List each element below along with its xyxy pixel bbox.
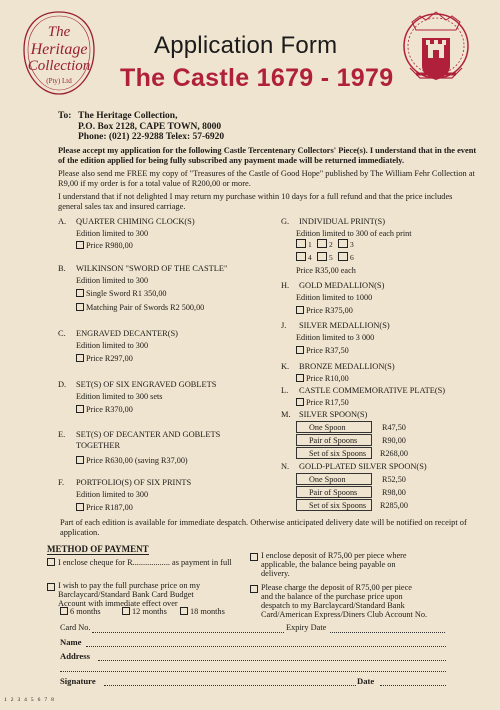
item-key: F. xyxy=(58,478,65,487)
card-number-label: Card No. xyxy=(60,623,91,632)
silver-pair-spoons-label: Pair of Spoons xyxy=(309,436,358,445)
address-field-1[interactable] xyxy=(98,660,446,661)
item-key: J. xyxy=(281,321,287,330)
item-d-edition: Edition limited to 300 sets xyxy=(76,392,163,401)
logo-line-3: Collection xyxy=(27,58,91,74)
item-j-edition: Edition limited to 3 000 xyxy=(296,333,375,342)
item-title: CASTLE COMMEMORATIVE PLATE(S) xyxy=(299,386,446,395)
item-f-price: Price R187,00 xyxy=(86,503,133,512)
eighteen-months-label: 18 months xyxy=(190,607,225,616)
item-f-edition: Edition limited to 300 xyxy=(76,490,149,499)
refund-paragraph: I understand that if not delighted I may return my purchase within 10 days for a full refund and that the price includes general sales tax and insured carriage. xyxy=(58,192,453,211)
signature-label: Signature xyxy=(60,676,96,686)
to-label: To: xyxy=(58,111,72,121)
expiry-date-label: Expiry Date xyxy=(286,623,327,632)
item-key: D. xyxy=(58,380,67,389)
page-footer-numbers: 1 2 3 4 5 6 7 8 xyxy=(4,697,56,703)
charge-line-2: and the balance of the purchase price upon xyxy=(261,592,403,601)
budget-line-2: Barclaycard/Standard Bank Card Budget xyxy=(58,590,194,599)
print-number: 6 xyxy=(350,253,354,262)
logo-line-4: (Pty) Ltd xyxy=(46,77,72,85)
twelve-months-label: 12 months xyxy=(132,607,167,616)
date-label: Date xyxy=(357,676,375,686)
item-a-heading xyxy=(58,217,195,226)
item-key: B. xyxy=(58,264,66,273)
address-field-2[interactable] xyxy=(60,671,446,672)
item-h-checkbox[interactable] xyxy=(296,306,304,314)
castle-crest-icon xyxy=(400,8,472,88)
item-title: SET(S) OF DECANTER AND GOBLETS xyxy=(76,430,221,439)
item-c-price: Price R297,00 xyxy=(86,354,133,363)
gold-six-spoons-label: Set of six Spoons xyxy=(309,501,367,510)
address-line: Phone: (021) 22-9288 Telex: 57-6920 xyxy=(78,132,225,142)
print-number: 1 xyxy=(308,240,312,249)
cheque-checkbox[interactable] xyxy=(47,558,55,566)
item-b-pair-checkbox[interactable] xyxy=(76,303,84,311)
charge-line-1: Please charge the deposit of R75,00 per piece xyxy=(261,583,412,592)
acceptance-paragraph: Please accept my application for the following Castle Tercentenary Collectors' Piece(s). I understand that in the event of the edition applied for being fully subscribed any payment made will be returned immediately. xyxy=(58,146,477,165)
method-of-payment-heading xyxy=(47,544,149,554)
print-number: 5 xyxy=(329,253,333,262)
print-5-checkbox[interactable] xyxy=(317,252,327,261)
item-title: ENGRAVED DECANTER(S) xyxy=(76,329,178,338)
item-e-heading-2: TOGETHER xyxy=(76,441,121,450)
item-title: BRONZE MEDALLION(S) xyxy=(299,362,395,371)
silver-one-spoon-price: R47,50 xyxy=(382,423,406,432)
six-months-checkbox[interactable] xyxy=(60,607,68,615)
item-c-checkbox[interactable] xyxy=(76,354,84,362)
gold-one-spoon-price: R52,50 xyxy=(382,475,406,484)
item-b-edition: Edition limited to 300 xyxy=(76,276,149,285)
item-b-pair-label: Matching Pair of Swords R2 500,00 xyxy=(86,303,205,312)
expiry-date-field[interactable] xyxy=(330,632,445,633)
gold-pair-spoons-label: Pair of Spoons xyxy=(309,488,358,497)
item-b-heading xyxy=(58,264,227,273)
deposit-checkbox[interactable] xyxy=(250,553,258,561)
item-key: M. xyxy=(281,410,291,419)
item-d-checkbox[interactable] xyxy=(76,405,84,413)
item-d-heading xyxy=(58,380,216,389)
date-field[interactable] xyxy=(380,685,446,686)
item-b-single-checkbox[interactable] xyxy=(76,289,84,297)
item-k-price: Price R10,00 xyxy=(306,374,349,383)
address-line: The Heritage Collection, xyxy=(78,111,178,121)
item-title: QUARTER CHIMING CLOCK(S) xyxy=(76,217,195,226)
item-title: INDIVIDUAL PRINT(S) xyxy=(299,217,385,226)
print-number: 3 xyxy=(350,240,354,249)
print-2-checkbox[interactable] xyxy=(317,239,327,248)
charge-checkbox[interactable] xyxy=(250,585,258,593)
item-title: GOLD-PLATED SILVER SPOON(S) xyxy=(299,462,427,471)
print-1-checkbox[interactable] xyxy=(296,239,306,248)
logo-line-1: The xyxy=(47,24,71,40)
item-k-heading xyxy=(281,362,395,371)
deposit-line-2: applicable, the balance being payable on xyxy=(261,560,396,569)
silver-six-spoons-label: Set of six Spoons xyxy=(309,449,367,458)
budget-line-1: I wish to pay the full purchase price on my xyxy=(58,581,201,590)
item-key: G. xyxy=(281,217,290,226)
item-e-checkbox[interactable] xyxy=(76,456,84,464)
print-number: 2 xyxy=(329,240,333,249)
signature-field[interactable] xyxy=(104,685,356,686)
delivery-note: Part of each edition is available for immediate despatch. Otherwise anticipated delivery date will be notified on receipt of application. xyxy=(60,518,467,537)
address-line: P.O. Box 2128, CAPE TOWN, 8000 xyxy=(78,121,222,132)
item-m-heading xyxy=(281,410,367,419)
item-title: SILVER SPOON(S) xyxy=(299,410,368,419)
item-g-edition: Edition limited to 300 of each print xyxy=(296,229,412,238)
print-3-checkbox[interactable] xyxy=(338,239,348,248)
item-n-heading xyxy=(281,462,427,471)
page-subtitle: The Castle 1679 - 1979 xyxy=(120,64,394,92)
gold-six-spoons-price: R285,00 xyxy=(380,501,408,510)
item-key: H. xyxy=(281,281,290,290)
eighteen-months-checkbox[interactable] xyxy=(180,607,188,615)
item-a-checkbox[interactable] xyxy=(76,241,84,249)
item-key: C. xyxy=(58,329,66,338)
item-g-heading xyxy=(281,217,385,226)
item-j-checkbox[interactable] xyxy=(296,346,304,354)
item-k-checkbox[interactable] xyxy=(296,374,304,382)
charge-line-3: despatch to my Barclaycard/Standard Bank xyxy=(261,601,405,610)
item-key: E. xyxy=(58,430,66,439)
method-title-text: METHOD OF PAYMENT xyxy=(47,544,149,554)
item-f-checkbox[interactable] xyxy=(76,503,84,511)
item-e-heading xyxy=(58,430,220,439)
item-key: A. xyxy=(58,217,67,226)
budget-checkbox[interactable] xyxy=(47,583,55,591)
cheque-label: I enclose cheque for R.................. as payment in full xyxy=(58,558,232,567)
free-book-paragraph: Please also send me FREE my copy of "Treasures of the Castle of Good Hope" published by The William Fehr Collection at R9,00 if my order is for a total value of R200,00 or more. xyxy=(58,169,475,188)
item-title: GOLD MEDALLION(S) xyxy=(299,281,385,290)
item-b-single-label: Single Sword R1 350,00 xyxy=(86,289,167,298)
item-l-price: Price R17,50 xyxy=(306,398,349,407)
page-title: Application Form xyxy=(154,32,338,59)
item-j-price: Price R37,50 xyxy=(306,346,349,355)
item-title: SILVER MEDALLION(S) xyxy=(299,321,390,330)
name-label: Name xyxy=(60,637,82,647)
item-h-price: Price R375,00 xyxy=(306,306,353,315)
item-title: PORTFOLIO(S) OF SIX PRINTS xyxy=(76,478,192,487)
item-key: L. xyxy=(281,386,289,395)
item-c-edition: Edition limited to 300 xyxy=(76,341,149,350)
deposit-line-3: delivery. xyxy=(261,569,290,578)
item-j-heading xyxy=(281,321,390,330)
print-number: 4 xyxy=(308,253,312,262)
heritage-collection-logo xyxy=(22,10,96,96)
gold-one-spoon-label: One Spoon xyxy=(309,475,346,484)
item-a-edition: Edition limited to 300 xyxy=(76,229,149,238)
print-4-checkbox[interactable] xyxy=(296,252,306,261)
item-g-price: Price R35,00 each xyxy=(296,266,356,275)
gold-pair-spoons-price: R98,00 xyxy=(382,488,406,497)
item-key: K. xyxy=(281,362,290,371)
charge-line-4: Card/American Express/Diners Club Account No. xyxy=(261,610,428,619)
item-title: SET(S) OF SIX ENGRAVED GOBLETS xyxy=(76,380,217,389)
print-6-checkbox[interactable] xyxy=(338,252,348,261)
silver-one-spoon-label: One Spoon xyxy=(309,423,346,432)
item-e-price: Price R630,00 (saving R37,00) xyxy=(86,456,188,465)
deposit-line-1: I enclose deposit of R75,00 per piece where xyxy=(261,551,407,560)
logo-line-2: Heritage xyxy=(30,41,88,58)
item-h-edition: Edition limited to 1000 xyxy=(296,293,373,302)
item-title: WILKINSON "SWORD OF THE CASTLE" xyxy=(76,264,228,273)
silver-pair-spoons-price: R90,00 xyxy=(382,436,406,445)
item-f-heading xyxy=(58,478,191,487)
six-months-label: 6 months xyxy=(70,607,101,616)
budget-line-3: Account with immediate effect over xyxy=(58,599,178,608)
item-l-checkbox[interactable] xyxy=(296,398,304,406)
item-a-price: Price R980,00 xyxy=(86,241,133,250)
card-number-field[interactable] xyxy=(92,632,284,633)
twelve-months-checkbox[interactable] xyxy=(122,607,130,615)
name-field[interactable] xyxy=(86,646,446,647)
item-key: N. xyxy=(281,462,290,471)
item-h-heading xyxy=(281,281,384,290)
item-l-heading xyxy=(281,386,445,395)
silver-six-spoons-price: R268,00 xyxy=(380,449,408,458)
item-d-price: Price R370,00 xyxy=(86,405,133,414)
item-c-heading xyxy=(58,329,178,338)
address-label: Address xyxy=(60,651,90,661)
